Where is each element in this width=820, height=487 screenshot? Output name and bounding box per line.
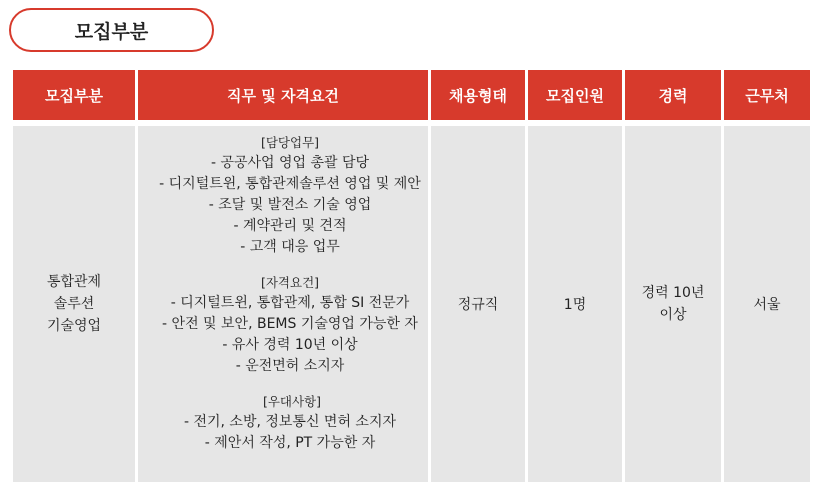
department-line: 기술영업 — [46, 318, 102, 334]
header-employment-type: 채용형태 — [431, 70, 525, 120]
qualification-item: - 안전 및 보안, BEMS 기술영업 가능한 자 — [162, 316, 418, 332]
cell-duties — [138, 120, 428, 482]
cell-department — [13, 120, 135, 482]
duty-item: - 공공사업 영업 총괄 담당 — [210, 155, 370, 171]
cell-employment-type: 정규직 — [431, 120, 525, 482]
cell-headcount: 1명 — [528, 120, 622, 482]
qualifications-title: [자격요건] — [260, 275, 320, 290]
qualification-item: - 운전면허 소지자 — [235, 358, 345, 374]
header-department: 모집부분 — [13, 70, 135, 120]
cell-location: 서울 — [724, 120, 810, 482]
cell-experience — [625, 120, 721, 482]
preferred-item: - 전기, 소방, 정보통신 면허 소지자 — [183, 414, 396, 430]
duty-item: - 고객 대응 업무 — [240, 239, 340, 255]
section-gap — [152, 258, 428, 272]
header-headcount: 모집인원 — [528, 70, 622, 120]
section-pill: 모집부분 — [9, 8, 214, 52]
experience-line: 경력 10년 — [641, 285, 705, 301]
header-experience: 경력 — [625, 70, 721, 120]
duty-item: - 디지털트윈, 통합관제솔루션 영업 및 제안 — [159, 176, 421, 192]
recruitment-table — [10, 70, 813, 482]
header-duties: 직무 및 자격요건 — [138, 70, 428, 120]
qualification-item: - 디지털트윈, 통합관제, 통합 SI 전문가 — [170, 295, 410, 311]
header-location: 근무처 — [724, 70, 810, 120]
duty-item: - 조달 및 발전소 기술 영업 — [208, 197, 372, 213]
section-gap — [152, 377, 428, 391]
qualification-item: - 유사 경력 10년 이상 — [222, 337, 358, 353]
department-line: 솔루션 — [53, 296, 95, 312]
duty-item: - 계약관리 및 견적 — [233, 218, 347, 234]
table-row — [13, 120, 810, 482]
experience-line: 이상 — [659, 307, 687, 323]
preferred-title: [우대사항] — [258, 394, 322, 409]
department-line: 통합관제 — [46, 274, 102, 290]
duties-title: [담당업무] — [260, 135, 320, 150]
preferred-item: - 제안서 작성, PT 가능한 자 — [204, 435, 376, 451]
table-header-row — [13, 70, 810, 120]
